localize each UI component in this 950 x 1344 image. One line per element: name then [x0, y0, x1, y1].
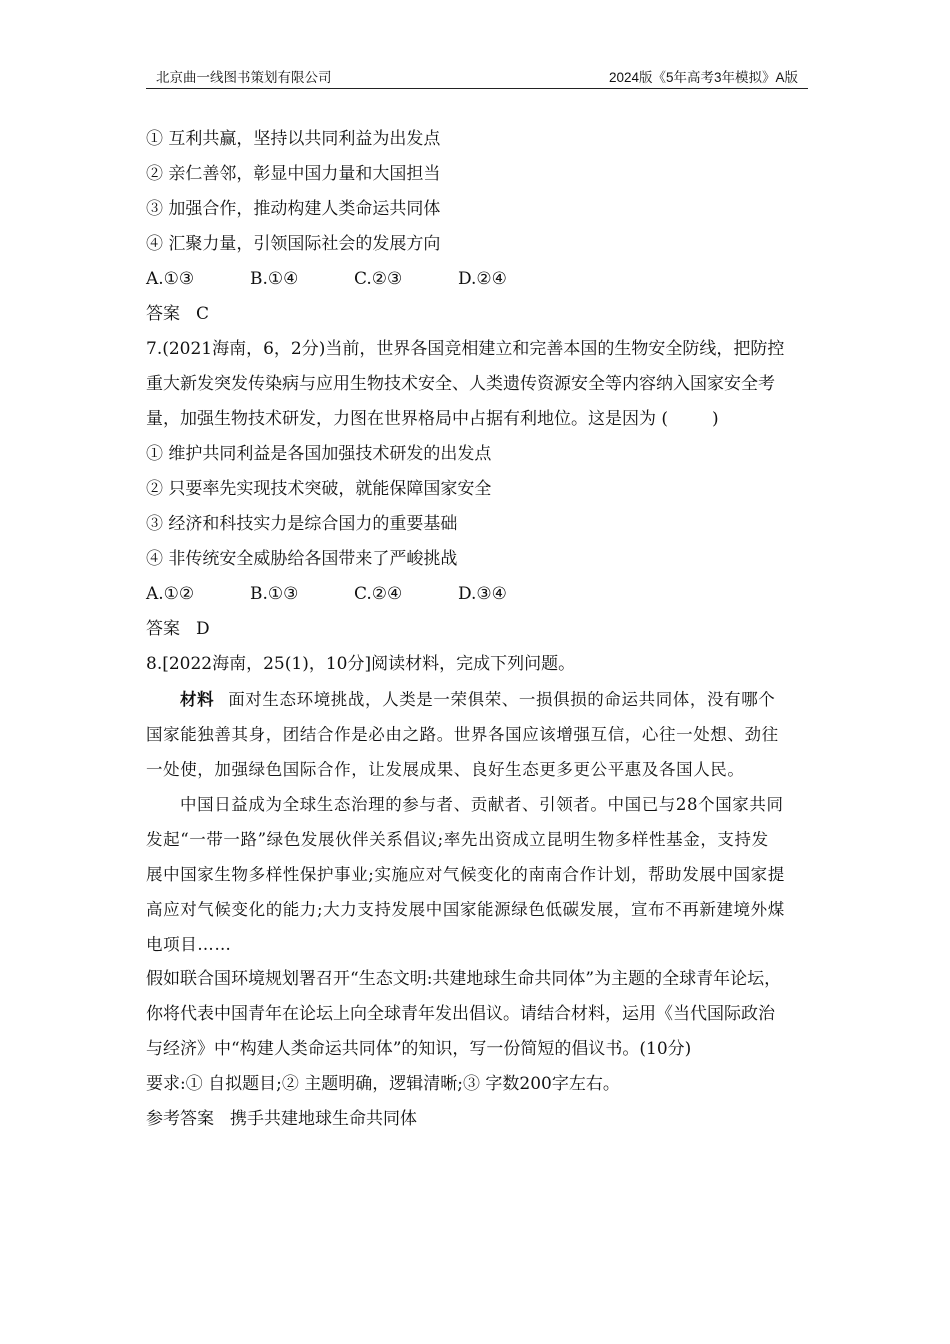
- answer-bracket-close: ): [712, 409, 719, 429]
- q7-stem-line-1: 7.(2021海南，6，2分)当前，世界各国竞相建立和完善本国的生物安全防线，把防控: [146, 339, 785, 359]
- q6-option-b: B.①④: [250, 269, 299, 289]
- q7-item-4: ④ 非传统安全威胁给各国带来了严峻挑战: [146, 549, 458, 569]
- q7-stem: [146, 332, 816, 437]
- q7-items: [146, 437, 816, 577]
- q6-item-2: ② 亲仁善邻，彰显中国力量和大国担当: [146, 164, 441, 184]
- q6-item-4: ④ 汇聚力量，引领国际社会的发展方向: [146, 234, 441, 254]
- q6-items: [146, 122, 816, 262]
- q7-answer-value: D: [196, 619, 210, 639]
- q8-requirement: 要求:① 自拟题目;② 主题明确，逻辑清晰;③ 字数200字左右。: [146, 1074, 620, 1094]
- q6-options: [146, 262, 816, 297]
- publisher-name: 北京曲一线图书策划有限公司: [156, 70, 332, 85]
- q8-material-p2-line-5: 电项目……: [146, 935, 232, 954]
- reference-answer-label: 参考答案: [146, 1109, 214, 1129]
- q8-material-p1-line-2: 国家能独善其身，团结合作是必由之路。世界各国应该增强互信，心往一处想、劲往: [146, 725, 779, 744]
- q6-answer-label: 答案: [146, 304, 180, 324]
- q8-material-p1-line-1-text: 面对生态环境挑战，人类是一荣俱荣、一损俱损的命运共同体，没有哪个: [228, 690, 776, 709]
- reference-answer-title: 携手共建地球生命共同体: [230, 1109, 417, 1129]
- page-header: [146, 66, 808, 89]
- q8-task: [146, 962, 816, 1067]
- q7-item-1: ① 维护共同利益是各国加强技术研发的出发点: [146, 444, 492, 464]
- q8-material-p2-line-1: 中国日益成为全球生态治理的参与者、贡献者、引领者。中国已与28个国家共同: [180, 795, 784, 814]
- q6-answer-value: C: [196, 304, 210, 324]
- q7-option-b: B.①③: [250, 584, 299, 604]
- q7-item-3: ③ 经济和科技实力是综合国力的重要基础: [146, 514, 458, 534]
- q8-stem: 8.[2022海南，25(1)，10分]阅读材料，完成下列问题。: [146, 654, 576, 674]
- q6-option-c: C.②③: [354, 269, 403, 289]
- q7-stem-line-3: [146, 402, 816, 437]
- answer-bracket-open: (: [661, 409, 669, 429]
- q7-stem-line-2: 重大新发突发传染病与应用生物技术安全、人类遗传资源安全等内容纳入国家安全考: [146, 374, 775, 394]
- q6-answer: [146, 297, 816, 332]
- q7-option-d: D.③④: [458, 584, 507, 604]
- q6-option-a: A.①③: [146, 269, 195, 289]
- material-label: 材料: [180, 690, 215, 709]
- q8-material: [146, 682, 816, 962]
- q8-material-p2-line-4: 高应对气候变化的能力;大力支持发展中国家能源绿色低碳发展，宣布不再新建境外煤: [146, 900, 785, 919]
- q8-material-p2-line-2: 发起“一带一路”绿色发展伙伴关系倡议;率先出资成立昆明生物多样性基金，支持发: [146, 830, 769, 849]
- book-edition: 2024版《5年高考3年模拟》A版: [608, 70, 798, 85]
- q8-task-line-1: 假如联合国环境规划署召开“生态文明:共建地球生命共同体”为主题的全球青年论坛，: [146, 969, 782, 989]
- q6-item-3: ③ 加强合作，推动构建人类命运共同体: [146, 199, 441, 219]
- q7-answer-label: 答案: [146, 619, 180, 639]
- q8-reference-answer: [146, 1102, 816, 1137]
- q8-task-line-3: 与经济》中“构建人类命运共同体”的知识，写一份简短的倡议书。(10分): [146, 1039, 692, 1059]
- q7-stem-line-3-text: 量，加强生物技术研发，力图在世界格局中占据有利地位。这是因为: [146, 409, 656, 429]
- q7-answer: [146, 612, 816, 647]
- q8-material-p1-line-3: 一处使，加强绿色国际合作，让发展成果、良好生态更多更公平惠及各国人民。: [146, 760, 745, 779]
- q6-option-d: D.②④: [458, 269, 507, 289]
- q7-option-a: A.①②: [146, 584, 195, 604]
- q7-options: [146, 577, 816, 612]
- q7-item-2: ② 只要率先实现技术突破，就能保障国家安全: [146, 479, 492, 499]
- q6-item-1: ① 互利共赢，坚持以共同利益为出发点: [146, 129, 441, 149]
- q8-material-p1-line-1: [146, 682, 816, 717]
- q8-material-p2-line-3: 展中国家生物多样性保护事业;实施应对气候变化的南南合作计划，帮助发展中国家提: [146, 865, 785, 884]
- document-body: [146, 122, 816, 1137]
- q8-task-line-2: 你将代表中国青年在论坛上向全球青年发出倡议。请结合材料，运用《当代国际政治: [146, 1004, 775, 1024]
- q7-option-c: C.②④: [354, 584, 403, 604]
